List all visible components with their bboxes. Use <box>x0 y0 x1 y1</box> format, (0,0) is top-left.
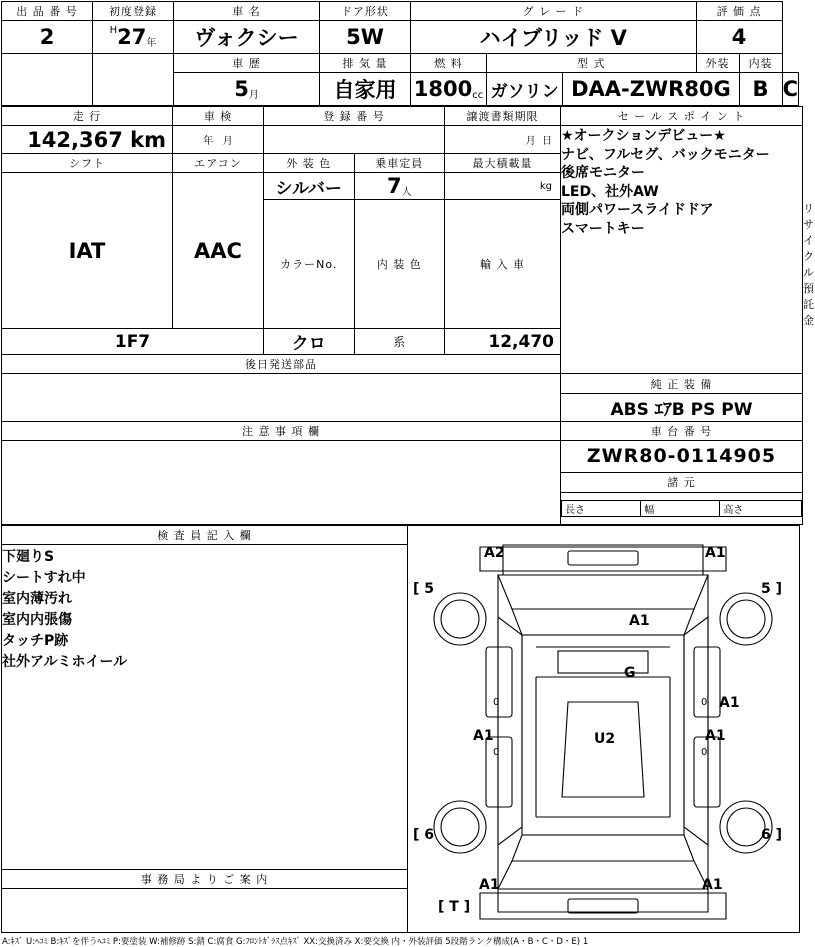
label-caution: 注 意 事 項 欄 <box>2 422 561 441</box>
value-interior-suffix: 系 <box>354 329 445 355</box>
label-exterior-grade: 外装 <box>696 54 739 73</box>
value-interior-grade: C <box>782 73 798 106</box>
value-usage <box>320 73 411 106</box>
sales-point-line: LED、社外AW <box>561 183 659 200</box>
label-color-no: カラーNo. <box>264 200 355 329</box>
label-interior-grade: 内装 <box>739 54 782 73</box>
label-shift: シフト <box>2 154 173 173</box>
condition-diagram <box>408 527 799 931</box>
diagram-mark: A1 <box>629 613 650 629</box>
label-door-type: ドア形状 <box>320 2 411 21</box>
label-model-code: 型 式 <box>487 54 697 73</box>
interior-color-text: クロ <box>291 334 326 354</box>
legend-footer: A:ｷｽﾞ U:ﾍｺﾐ B:ｷｽﾞを伴うﾍｺﾐ P:要塗装 W:補修跡 S:錆 C:腐食 G:ﾌﾛﾝﾄｶﾞﾗｽ点ｷｽﾞ XX:交換済み X:要交換 内・外装評価 5段階ランク構成(A・B・C・D・E) 1 <box>2 937 589 947</box>
displacement-number: 1800 <box>413 77 473 101</box>
mileage-text: 142,367 km <box>27 127 166 152</box>
later-parts-box <box>2 374 561 422</box>
sales-points-box <box>561 126 803 374</box>
label-displacement: 排 気 量 <box>320 54 411 73</box>
label-dimensions: 諸 元 <box>561 472 803 492</box>
value-transfer-deadline <box>445 126 561 154</box>
condition-diagram-cell <box>408 526 800 933</box>
label-mileage: 走 行 <box>2 107 173 126</box>
value-seats <box>354 173 445 200</box>
diagram-mark: 0 <box>701 747 708 758</box>
diagram-mark: [ 5 <box>413 581 435 597</box>
value-mileage <box>2 126 173 154</box>
bottom-table <box>1 525 800 933</box>
diagram-mark: [ 6 <box>413 827 435 843</box>
value-history <box>174 73 320 106</box>
dimensions-box <box>561 493 803 525</box>
inspector-note-line: 下廻りS <box>2 549 55 565</box>
label-chassis: 車 台 番 号 <box>561 422 803 441</box>
label-interior-color: 内 装 色 <box>354 200 445 329</box>
value-registration <box>264 126 445 154</box>
sales-point-line: ナビ、フルセグ、バックモニター <box>561 146 770 163</box>
first-reg-year-unit: 年 <box>146 38 157 49</box>
label-shaken: 車 検 <box>173 107 264 126</box>
diagram-mark: 0 <box>701 697 708 708</box>
inspector-note-line: 室内薄汚れ <box>2 591 72 607</box>
inspector-notes-box <box>2 545 408 870</box>
header-table <box>1 1 799 106</box>
label-history: 車 歴 <box>174 54 320 73</box>
diagram-mark: G <box>624 665 636 681</box>
label-ac: エアコン <box>173 154 264 173</box>
dim-length: 長さ <box>562 501 641 517</box>
label-inspector: 検 査 員 記 入 欄 <box>2 526 408 545</box>
sales-point-line: スマートキー <box>561 220 645 237</box>
label-equipment: 純 正 装 備 <box>561 374 803 394</box>
value-model-code: DAA-ZWR80G <box>563 73 739 106</box>
label-sales-points: セ ー ル ス ポ イ ン ト <box>561 107 803 126</box>
value-recycle <box>445 329 561 355</box>
value-interior-color <box>264 329 355 355</box>
first-reg-era: H <box>109 25 118 36</box>
label-first-reg: 初度登録 <box>93 2 174 21</box>
label-lot-no: 出 品 番 号 <box>2 2 93 21</box>
usage-text: 自家用 <box>333 78 397 102</box>
label-office-notice: 事 務 局 よ り ご 案 内 <box>2 870 408 889</box>
diagram-mark: A2 <box>484 545 505 561</box>
value-ac: AAC <box>173 173 264 329</box>
transfer-month-unit: 月 <box>525 136 536 147</box>
inspector-note-line: タッチP跡 <box>2 633 69 649</box>
label-grade: グ レ ー ド <box>411 2 697 21</box>
value-grade: ハイブリッド V <box>411 21 697 54</box>
mid-table: 走 行 車 検 登 録 番 号 譲渡書類期限 セ ー ル ス ポ イ ン ト 142,367 km 年 月 月 日 ★オークションデビュー★ ナビ、フルセグ、バックモニター 後席モニター LED、社外AW 両側パワースライドドア スマートキー シフト エアコン 外 装 色 乗車定員 最大積載量 IAT AAC シルバー 7人 kg カラーNo. 内 装 色 輸 入 車 リサイクル預託金 1F7 クロ 系 12,470 後日発送部品 純 正 装 備 ABS ｴｱB PS PW 注 意 事 項 欄 車 台 番 号 ZWR80-0114905 諸 元 長さ 幅 高さ <box>1 106 803 525</box>
diagram-mark: 0 <box>493 697 500 708</box>
value-exterior-grade: B <box>739 73 782 106</box>
value-chassis <box>561 441 803 473</box>
shaken-month-unit: 月 <box>222 136 233 147</box>
inspector-note-line: 室内内張傷 <box>2 612 72 628</box>
first-reg-year: 27 <box>117 25 147 49</box>
value-fuel: ガソリン <box>487 73 563 106</box>
label-seats: 乗車定員 <box>354 154 445 173</box>
label-car-name: 車 名 <box>174 2 320 21</box>
caution-box <box>2 441 561 525</box>
diagram-mark: A1 <box>705 728 726 744</box>
label-score: 評 価 点 <box>696 2 782 21</box>
diagram-mark: 0 <box>493 747 500 758</box>
value-equipment <box>561 394 803 422</box>
shaken-year-unit: 年 <box>203 136 214 147</box>
chassis-number: ZWR80-0114905 <box>586 445 777 468</box>
value-door-type: 5W <box>320 21 411 54</box>
diagram-mark: U2 <box>594 731 616 747</box>
diagram-mark: A1 <box>479 877 500 893</box>
diagram-mark: A1 <box>719 695 740 711</box>
history-month-number: 5 <box>234 77 249 101</box>
inspector-note-line: 社外アルミホイール <box>2 654 128 670</box>
inspector-note-line: シートすれ中 <box>2 570 86 586</box>
sales-point-line: 後席モニター <box>561 165 645 181</box>
value-lot-no: 2 <box>2 21 93 54</box>
dim-height: 高さ <box>720 501 802 517</box>
seats-unit: 人 <box>401 187 412 198</box>
recycle-amount: 12,470 <box>488 331 554 352</box>
spacer-lot <box>2 54 93 106</box>
sales-point-line: 両側パワースライドドア <box>561 202 714 218</box>
diagram-mark-layer <box>408 527 799 931</box>
spacer-reg <box>93 54 174 106</box>
diagram-mark: [ T ] <box>438 899 471 915</box>
sales-point-line: ★オークションデビュー★ <box>561 128 726 144</box>
value-max-load: kg <box>445 173 561 200</box>
equipment-text: ABS ｴｱB PS PW <box>610 400 753 420</box>
diagram-mark: 6 ] <box>761 827 783 843</box>
diagram-mark: 5 ] <box>761 581 783 597</box>
value-shift: IAT <box>2 173 173 329</box>
auction-sheet <box>0 1 815 947</box>
dim-width: 幅 <box>641 501 720 517</box>
diagram-mark: A1 <box>473 728 494 744</box>
label-transfer-deadline: 譲渡書類期限 <box>445 107 561 126</box>
label-registration: 登 録 番 号 <box>264 107 445 126</box>
label-max-load: 最大積載量 <box>445 154 561 173</box>
value-exterior-color: シルバー <box>264 173 355 200</box>
diagram-mark: A1 <box>702 877 723 893</box>
label-later-parts: 後日発送部品 <box>2 355 561 374</box>
value-color-no: 1F7 <box>2 329 264 355</box>
diagram-mark: A1 <box>705 545 726 561</box>
seats-number: 7 <box>386 174 402 198</box>
label-fuel: 燃 料 <box>411 54 487 73</box>
value-first-reg <box>93 21 174 54</box>
label-exterior-color: 外 装 色 <box>264 154 355 173</box>
label-import: 輸 入 車 <box>445 200 561 329</box>
transfer-day-unit: 日 <box>542 136 552 147</box>
value-shaken <box>173 126 264 154</box>
value-displacement <box>411 73 487 106</box>
value-car-name: ヴォクシー <box>174 21 320 54</box>
office-notice-box <box>2 889 408 933</box>
displacement-unit: cc <box>472 90 484 101</box>
history-month-unit: 月 <box>248 90 259 101</box>
value-score: 4 <box>696 21 782 54</box>
